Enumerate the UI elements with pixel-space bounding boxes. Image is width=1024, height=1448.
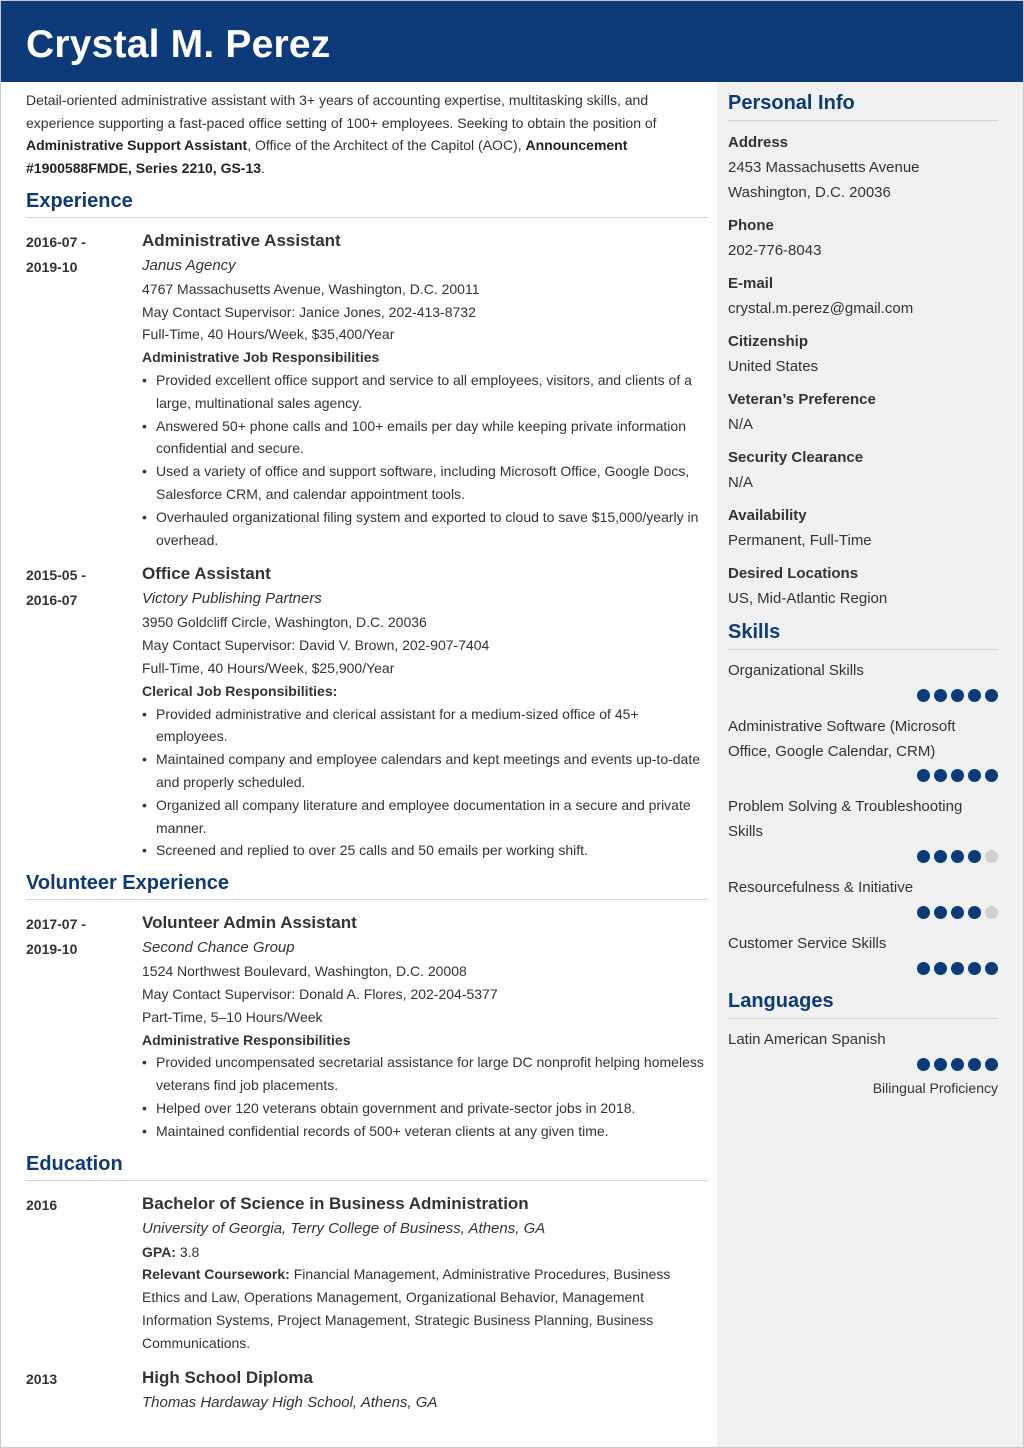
entry-date bbox=[26, 230, 126, 280]
rating-dot-filled bbox=[968, 850, 981, 863]
rating-dot-filled bbox=[934, 1058, 947, 1071]
coursework-value: Financial Management, Administrative Procedures, Business Ethics and Law, Operations Management, Organizational Behavior, Management Information Systems, Project Management, Strategic Business Planning, Business Communications. bbox=[142, 1266, 671, 1351]
date-end: 2019-10 bbox=[26, 258, 78, 275]
rating-dot-empty bbox=[985, 906, 998, 919]
education-entry bbox=[26, 1193, 708, 1355]
rating-dot-filled bbox=[951, 906, 964, 919]
responsibilities-heading: Administrative Responsibilities bbox=[142, 1031, 351, 1048]
skill-rating bbox=[728, 689, 998, 709]
skill-item bbox=[728, 875, 998, 926]
rating-dot-filled bbox=[968, 906, 981, 919]
rating-dot-filled bbox=[968, 962, 981, 975]
info-value: Permanent, Full-Time bbox=[728, 532, 872, 549]
rating-dot-filled bbox=[985, 769, 998, 782]
info-item-email bbox=[728, 271, 998, 321]
entry-body bbox=[142, 1367, 708, 1415]
profile-summary bbox=[26, 89, 708, 180]
rating-dot-filled bbox=[951, 962, 964, 975]
responsibilities-list bbox=[142, 703, 708, 863]
rating-dot-filled bbox=[917, 906, 930, 919]
list-item: • Screened and replied to over 25 calls and 50 emails per working shift. bbox=[142, 839, 708, 862]
rating-dot-filled bbox=[934, 769, 947, 782]
info-value: 2453 Massachusetts Avenue bbox=[728, 159, 920, 176]
supervisor-contact: May Contact Supervisor: Janice Jones, 202-413-8732 bbox=[142, 303, 476, 320]
graduation-year: 2016 bbox=[26, 1196, 58, 1213]
entry-body bbox=[142, 230, 708, 552]
degree: Bachelor of Science in Business Administration bbox=[142, 1193, 529, 1213]
skill-name: Problem Solving & Troubleshooting Skills bbox=[728, 798, 963, 840]
employment-terms: Full-Time, 40 Hours/Week, $25,900/Year bbox=[142, 659, 395, 676]
rating-dot-filled bbox=[934, 962, 947, 975]
volunteer-section-title: Volunteer Experience bbox=[26, 872, 708, 900]
school: Thomas Hardaway High School, Athens, GA bbox=[142, 1393, 438, 1411]
skill-name: Administrative Software (Microsoft Office, Google Calendar, CRM) bbox=[728, 718, 956, 760]
summary-announcement: Announcement #1900588FMDE, Series 2210, GS-13 bbox=[26, 137, 628, 177]
degree: High School Diploma bbox=[142, 1367, 313, 1387]
info-label: Phone bbox=[728, 217, 774, 234]
entry-body bbox=[142, 1193, 708, 1355]
employment-terms: Part-Time, 5–10 Hours/Week bbox=[142, 1008, 323, 1025]
date-end: 2019-10 bbox=[26, 941, 78, 958]
skill-name: Customer Service Skills bbox=[728, 935, 887, 952]
rating-dot-filled bbox=[951, 689, 964, 702]
rating-dot-filled bbox=[968, 689, 981, 702]
rating-dot-filled bbox=[985, 962, 998, 975]
personal-info-title: Personal Info bbox=[728, 92, 998, 121]
info-item-desired-locations bbox=[728, 561, 998, 611]
entry-date bbox=[26, 563, 126, 613]
info-item-availability bbox=[728, 503, 998, 553]
rating-dot-filled bbox=[917, 769, 930, 782]
volunteer-entry bbox=[26, 912, 708, 1142]
summary-text: . bbox=[261, 160, 265, 177]
responsibilities-heading: Administrative Job Responsibilities bbox=[142, 349, 380, 366]
main-column bbox=[26, 89, 708, 1415]
rating-dot-filled bbox=[985, 1058, 998, 1071]
job-title: Volunteer Admin Assistant bbox=[142, 913, 357, 933]
languages-title: Languages bbox=[728, 990, 998, 1019]
rating-dot-filled bbox=[934, 906, 947, 919]
info-item-security-clearance bbox=[728, 445, 998, 495]
skill-rating bbox=[728, 906, 998, 926]
experience-section-title: Experience bbox=[26, 190, 708, 218]
info-item-citizenship bbox=[728, 329, 998, 379]
job-title: Office Assistant bbox=[142, 564, 271, 584]
rating-dot-filled bbox=[951, 850, 964, 863]
supervisor-contact: May Contact Supervisor: David V. Brown, 202-907-7404 bbox=[142, 637, 490, 654]
rating-dot-filled bbox=[951, 1058, 964, 1071]
rating-dot-filled bbox=[968, 769, 981, 782]
language-item bbox=[728, 1027, 998, 1098]
info-label: Veteran’s Preference bbox=[728, 391, 876, 408]
sidebar-content bbox=[728, 92, 998, 1098]
info-label: Availability bbox=[728, 507, 807, 524]
rating-dot-filled bbox=[917, 850, 930, 863]
info-label: Security Clearance bbox=[728, 449, 864, 466]
info-label: E-mail bbox=[728, 275, 774, 292]
responsibilities-list bbox=[142, 369, 708, 551]
graduation-year: 2013 bbox=[26, 1370, 58, 1387]
employer: Victory Publishing Partners bbox=[142, 590, 322, 608]
gpa-value: 3.8 bbox=[175, 1243, 200, 1260]
list-item: • Provided uncompensated secretarial assistance for large DC nonprofit helping homeless veterans find job placements. bbox=[142, 1051, 708, 1097]
info-label: Desired Locations bbox=[728, 565, 859, 582]
summary-text: Detail-oriented administrative assistant with 3+ years of accounting expertise, multitasking skills, and experience supporting a fast-paced office setting of 100+ employees. Seeking to obtain the position of bbox=[26, 92, 657, 131]
personal-info-list bbox=[728, 130, 998, 611]
rating-dot-filled bbox=[951, 769, 964, 782]
rating-dot-filled bbox=[917, 1058, 930, 1071]
date-start: 2015-05 - bbox=[26, 567, 86, 584]
info-item-veterans-preference bbox=[728, 387, 998, 437]
candidate-name: Crystal M. Perez bbox=[26, 23, 331, 66]
entry-date bbox=[26, 912, 126, 962]
organization-address: 1524 Northwest Boulevard, Washington, D.C. 20008 bbox=[142, 963, 467, 980]
info-value: crystal.m.perez@gmail.com bbox=[728, 300, 914, 317]
info-label: Address bbox=[728, 134, 789, 151]
skill-rating bbox=[728, 850, 998, 870]
list-item: • Answered 50+ phone calls and 100+ emails per day while keeping private information confidential and secure. bbox=[142, 415, 708, 461]
date-end: 2016-07 bbox=[26, 592, 78, 609]
employer-address: 4767 Massachusetts Avenue, Washington, D.C. 20011 bbox=[142, 280, 480, 297]
list-item: • Organized all company literature and employee documentation in a secure and private manner. bbox=[142, 794, 708, 840]
list-item: • Provided administrative and clerical assistant for a medium-sized office of 45+ employees. bbox=[142, 703, 708, 749]
languages-list bbox=[728, 1027, 998, 1098]
education-entry bbox=[26, 1367, 708, 1415]
info-value: 202-776-8043 bbox=[728, 242, 822, 259]
date-start: 2017-07 - bbox=[26, 916, 86, 933]
employer: Janus Agency bbox=[142, 256, 236, 274]
list-item: • Overhauled organizational filing system and exported to cloud to save $15,000/yearly in overhead. bbox=[142, 506, 708, 552]
rating-dot-empty bbox=[985, 850, 998, 863]
info-item-phone bbox=[728, 213, 998, 263]
sidebar bbox=[717, 82, 1023, 1447]
entry-date bbox=[26, 1367, 126, 1392]
responsibilities-heading: Clerical Job Responsibilities: bbox=[142, 682, 338, 699]
list-item: • Helped over 120 veterans obtain government and private-sector jobs in 2018. bbox=[142, 1097, 708, 1120]
skills-title: Skills bbox=[728, 621, 998, 650]
language-name: Latin American Spanish bbox=[728, 1031, 886, 1048]
skill-rating bbox=[728, 769, 998, 789]
job-title: Administrative Assistant bbox=[142, 230, 341, 250]
info-value: Washington, D.C. 20036 bbox=[728, 184, 891, 201]
skill-name: Organizational Skills bbox=[728, 662, 864, 679]
info-value: United States bbox=[728, 358, 819, 375]
rating-dot-filled bbox=[985, 689, 998, 702]
entry-body bbox=[142, 563, 708, 862]
date-start: 2016-07 - bbox=[26, 233, 86, 250]
rating-dot-filled bbox=[934, 689, 947, 702]
coursework bbox=[142, 1263, 708, 1354]
header-banner bbox=[1, 1, 1023, 82]
info-item-address bbox=[728, 130, 998, 205]
summary-text: , Office of the Architect of the Capitol (AOC), bbox=[247, 137, 526, 154]
employer-address: 3950 Goldcliff Circle, Washington, D.C. 20036 bbox=[142, 614, 427, 631]
responsibilities-list bbox=[142, 1051, 708, 1142]
skill-item bbox=[728, 658, 998, 709]
coursework-label: Relevant Coursework: bbox=[142, 1266, 290, 1283]
rating-dot-filled bbox=[968, 1058, 981, 1071]
list-item: • Maintained confidential records of 500+ veteran clients at any given time. bbox=[142, 1120, 708, 1143]
info-value: N/A bbox=[728, 474, 754, 491]
list-item: • Used a variety of office and support software, including Microsoft Office, Google Docs, Salesforce CRM, and calendar appointment tools. bbox=[142, 460, 708, 506]
summary-target-position: Administrative Support Assistant bbox=[26, 137, 248, 154]
skill-name: Resourcefulness & Initiative bbox=[728, 879, 914, 896]
info-value: N/A bbox=[728, 416, 754, 433]
skill-item bbox=[728, 714, 998, 789]
experience-entry bbox=[26, 563, 708, 862]
language-rating bbox=[728, 1058, 998, 1078]
rating-dot-filled bbox=[917, 962, 930, 975]
skills-list bbox=[728, 658, 998, 982]
language-proficiency: Bilingual Proficiency bbox=[872, 1080, 998, 1096]
info-value: US, Mid-Atlantic Region bbox=[728, 590, 888, 607]
list-item: • Maintained company and employee calendars and kept meetings and events up-to-date and properly scheduled. bbox=[142, 748, 708, 794]
entry-body bbox=[142, 912, 708, 1142]
employment-terms: Full-Time, 40 Hours/Week, $35,400/Year bbox=[142, 326, 395, 343]
supervisor-contact: May Contact Supervisor: Donald A. Flores, 202-204-5377 bbox=[142, 985, 498, 1002]
rating-dot-filled bbox=[934, 850, 947, 863]
entry-date bbox=[26, 1193, 126, 1218]
rating-dot-filled bbox=[917, 689, 930, 702]
experience-entry bbox=[26, 230, 708, 552]
skill-item bbox=[728, 794, 998, 870]
education-section-title: Education bbox=[26, 1153, 708, 1181]
gpa-label: GPA: bbox=[142, 1243, 176, 1260]
info-label: Citizenship bbox=[728, 333, 809, 350]
list-item: • Provided excellent office support and service to all employees, visitors, and clients of a large, multinational sales agency. bbox=[142, 369, 708, 415]
skill-item bbox=[728, 931, 998, 982]
school: University of Georgia, Terry College of Business, Athens, GA bbox=[142, 1219, 546, 1237]
gpa bbox=[142, 1241, 708, 1264]
skill-rating bbox=[728, 962, 998, 982]
organization: Second Chance Group bbox=[142, 939, 295, 957]
